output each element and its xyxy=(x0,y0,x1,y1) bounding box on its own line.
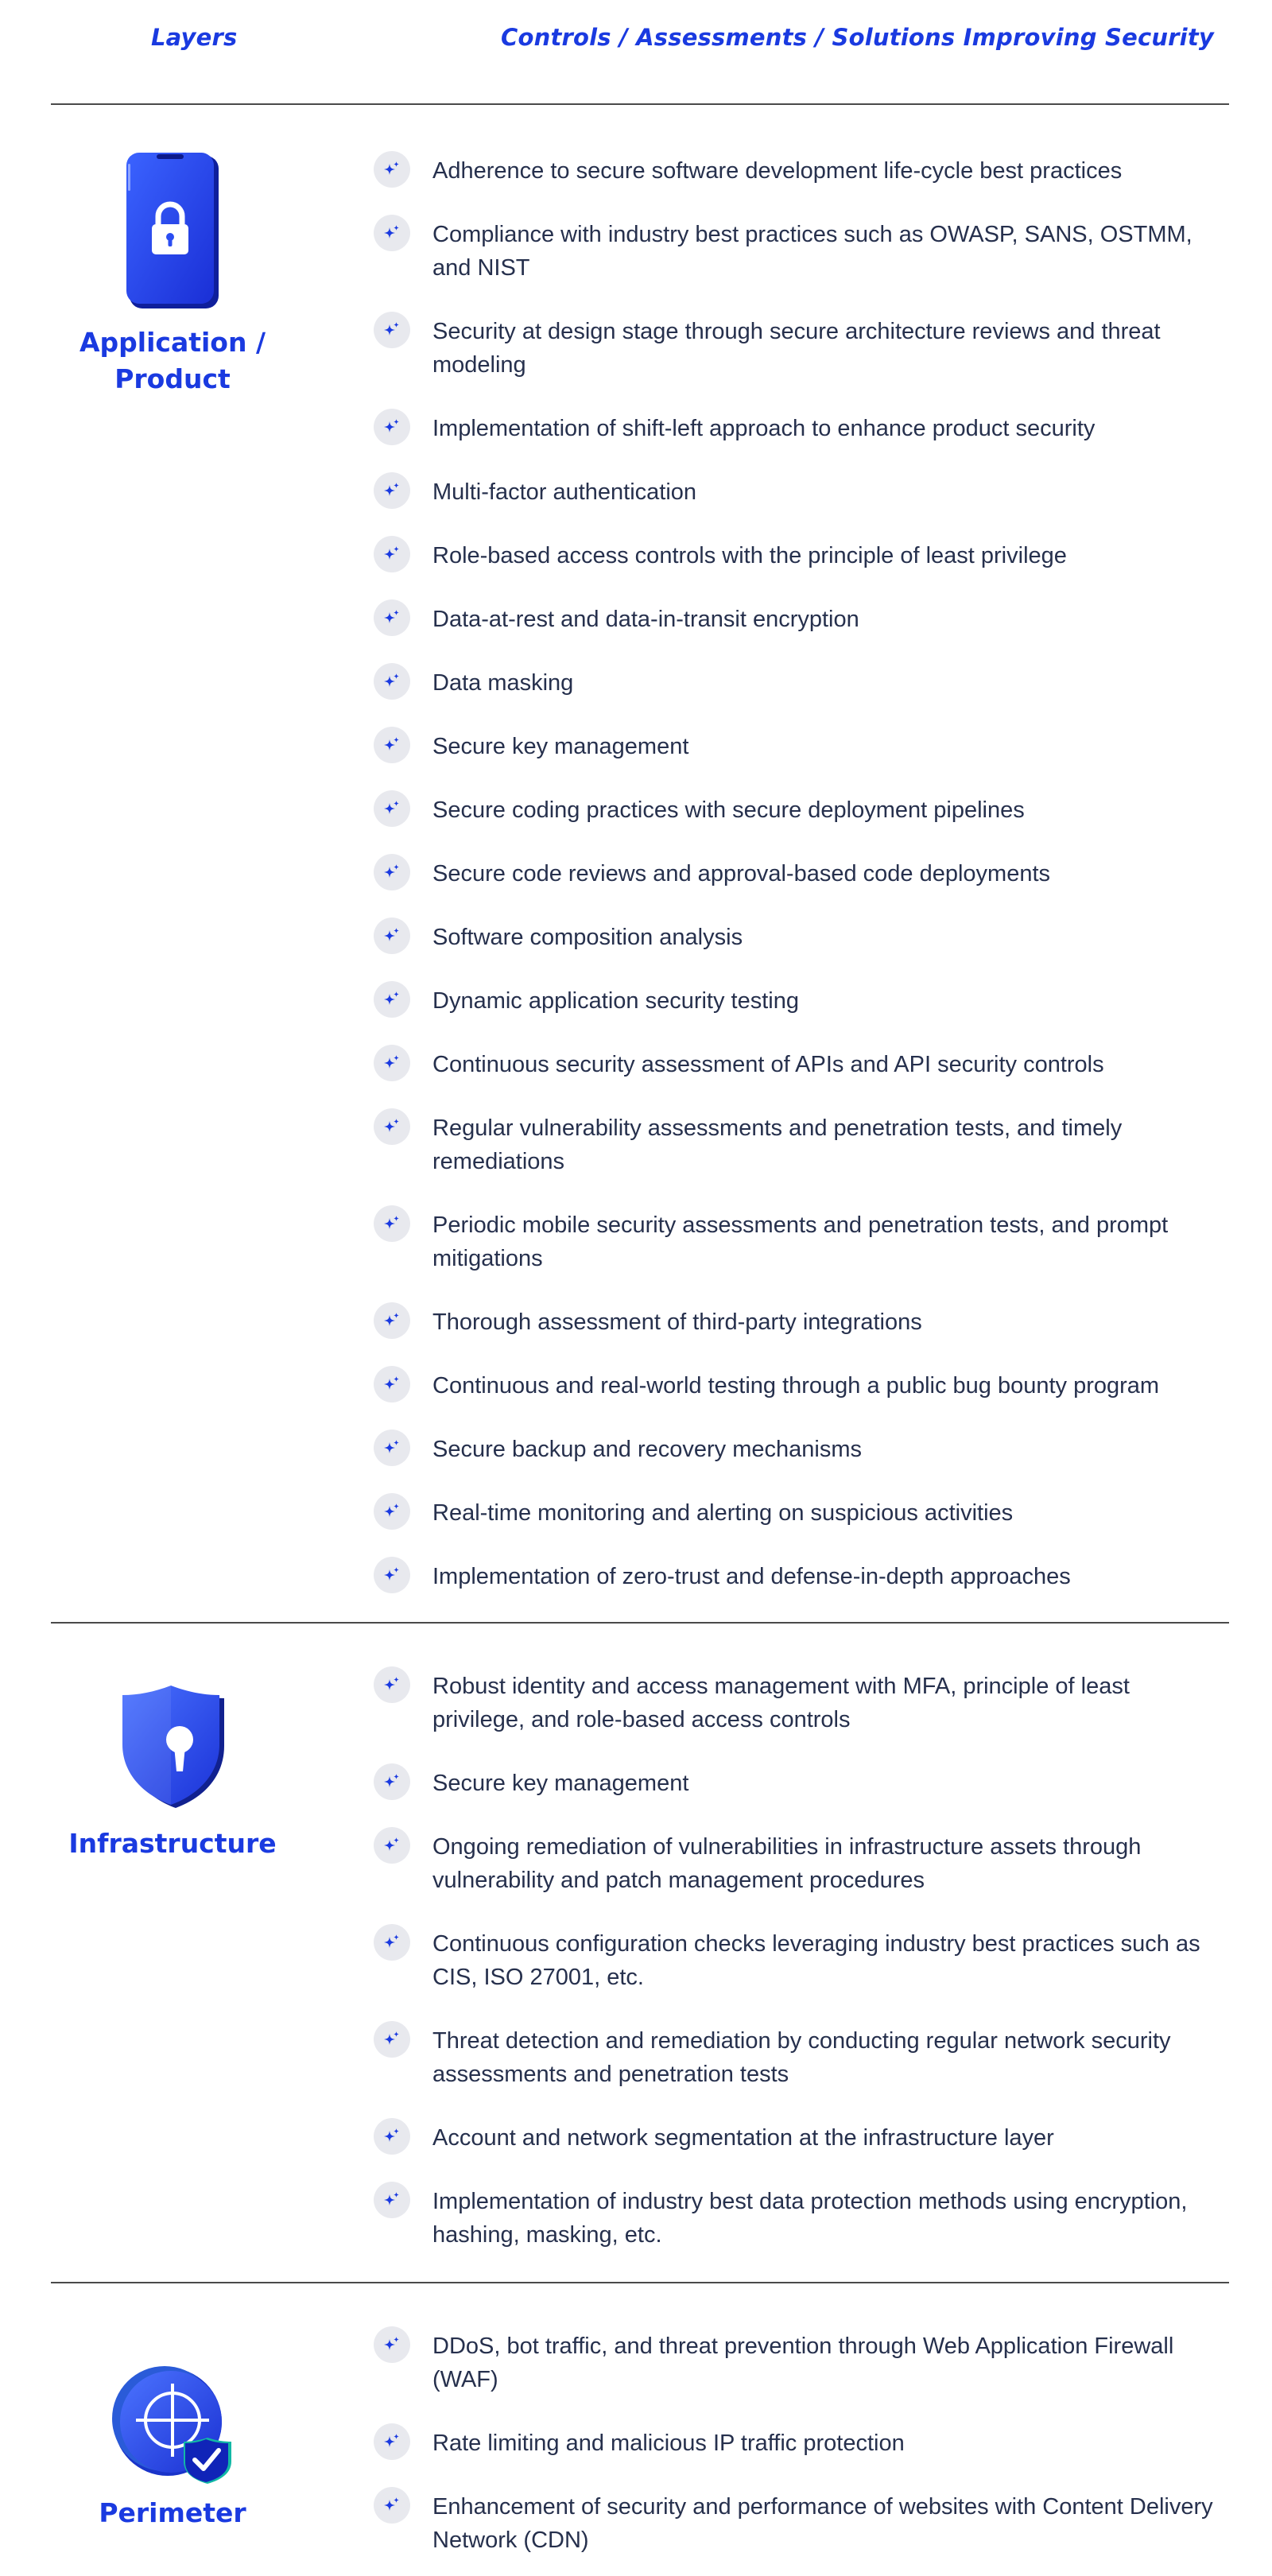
sparkle-icon xyxy=(374,1205,410,1242)
layer-title: Perimeter xyxy=(99,2497,246,2528)
sparkle-icon xyxy=(374,409,410,445)
sparkle-icon xyxy=(374,2118,410,2155)
list-item-text: Account and network segmentation at the infrastructure layer xyxy=(432,2125,1054,2151)
list-item-text: Continuous and real-world testing through a public bug bounty program xyxy=(432,1373,1160,1399)
sparkle-icon xyxy=(374,1366,410,1402)
table-header xyxy=(0,0,1272,103)
list-item xyxy=(374,666,1216,700)
list-item-text: Regular vulnerability assessments and penetration tests, and timely remediations xyxy=(432,1115,1123,1174)
list-item-text: Implementation of shift-left approach to enhance product security xyxy=(432,416,1096,441)
list-item xyxy=(374,1433,1216,1466)
sparkle-icon xyxy=(374,2021,410,2058)
list-item-text: Implementation of zero-trust and defense-in-depth approaches xyxy=(432,1564,1071,1589)
list-item xyxy=(374,730,1216,763)
list-item-text: Enhancement of security and performance of websites with Content Delivery Network (CDN) xyxy=(432,2494,1213,2553)
list-item xyxy=(374,1305,1216,1339)
sparkle-icon xyxy=(374,854,410,890)
layer-cell xyxy=(51,2366,294,2531)
list-item xyxy=(374,218,1216,285)
list-item-text: Secure coding practices with secure deployment pipelines xyxy=(432,797,1025,823)
list-item xyxy=(374,475,1216,509)
list-item-text: Threat detection and remediation by conducting regular network security assessments and penetration tests xyxy=(432,2028,1171,2087)
list-item-text: Compliance with industry best practices such as OWASP, SANS, OSTMM, and NIST xyxy=(432,222,1192,281)
section-divider xyxy=(51,1622,1229,1624)
list-item-text: Secure key management xyxy=(432,734,689,759)
list-item-text: DDoS, bot traffic, and threat prevention through Web Application Firewall (WAF) xyxy=(432,2334,1174,2392)
list-item-text: Continuous configuration checks leveraging industry best practices such as CIS, ISO 27001, etc. xyxy=(432,1931,1200,1990)
list-item-text: Robust identity and access management with MFA, principle of least privilege, and role-based access controls xyxy=(432,1674,1130,1732)
list-item xyxy=(374,1496,1216,1530)
list-item-text: Ongoing remediation of vulnerabilities in infrastructure assets through vulnerability and patch management procedures xyxy=(432,1834,1142,1893)
sparkle-icon xyxy=(374,918,410,954)
sparkle-icon xyxy=(374,1924,410,1961)
list-item-text: Adherence to secure software development life-cycle best practices xyxy=(432,158,1123,184)
layer-title-line2: Product xyxy=(114,363,231,394)
list-item xyxy=(374,2427,1216,2460)
list-item-text: Role-based access controls with the principle of least privilege xyxy=(432,543,1067,568)
list-item xyxy=(374,2121,1216,2155)
sparkle-icon xyxy=(374,1108,410,1145)
sparkle-icon xyxy=(374,312,410,348)
globe-crosshair-shield-icon xyxy=(109,2366,236,2485)
list-item xyxy=(374,539,1216,572)
list-item xyxy=(374,2330,1216,2396)
list-item xyxy=(374,1767,1216,1800)
list-item-text: Real-time monitoring and alerting on suspicious activities xyxy=(432,1500,1014,1526)
list-item xyxy=(374,1927,1216,1994)
list-item xyxy=(374,2490,1216,2557)
list-item xyxy=(374,1369,1216,1402)
list-item-text: Thorough assessment of third-party integrations xyxy=(432,1309,922,1335)
list-item xyxy=(374,2024,1216,2091)
list-item-text: Secure backup and recovery mechanisms xyxy=(432,1437,862,1462)
list-item xyxy=(374,315,1216,382)
list-item xyxy=(374,857,1216,890)
sparkle-icon xyxy=(374,2182,410,2218)
sparkle-icon xyxy=(374,2326,410,2363)
sparkle-icon xyxy=(374,1493,410,1530)
shield-keyhole-icon xyxy=(113,1682,232,1810)
list-item-text: Implementation of industry best data protection methods using encryption, hashing, masking, etc. xyxy=(432,2189,1188,2248)
controls-list xyxy=(374,2330,1216,2576)
list-item xyxy=(374,921,1216,954)
list-item-text: Data-at-rest and data-in-transit encryption xyxy=(432,607,859,632)
layers-column-heading: Layers xyxy=(151,24,238,51)
controls-list xyxy=(374,1670,1216,2282)
sparkle-icon xyxy=(374,1302,410,1339)
list-item-text: Periodic mobile security assessments and penetration tests, and prompt mitigations xyxy=(432,1212,1169,1271)
layer-cell xyxy=(51,1682,294,1862)
sparkle-icon xyxy=(374,1045,410,1081)
list-item xyxy=(374,603,1216,636)
layer-title xyxy=(51,324,294,398)
controls-column-heading: Controls / Assessments / Solutions Improving Security xyxy=(501,24,1214,51)
list-item xyxy=(374,1670,1216,1736)
list-item xyxy=(374,412,1216,445)
sparkle-icon xyxy=(374,536,410,572)
list-item xyxy=(374,2185,1216,2252)
sparkle-icon xyxy=(374,981,410,1018)
layer-title-line1: Application / xyxy=(79,327,266,358)
list-item xyxy=(374,793,1216,827)
sparkle-icon xyxy=(374,1666,410,1703)
sparkle-icon xyxy=(374,2423,410,2460)
controls-list xyxy=(374,154,1216,1624)
list-item xyxy=(374,1048,1216,1081)
sparkle-icon xyxy=(374,1763,410,1800)
sparkle-icon xyxy=(374,599,410,636)
list-item-text: Data masking xyxy=(432,670,574,696)
sparkle-icon xyxy=(374,790,410,827)
layer-cell xyxy=(51,153,294,398)
list-item-text: Software composition analysis xyxy=(432,925,743,950)
sparkle-icon xyxy=(374,1557,410,1593)
list-item-text: Security at design stage through secure architecture reviews and threat modeling xyxy=(432,319,1161,378)
list-item-text: Secure code reviews and approval-based code deployments xyxy=(432,861,1051,886)
sparkle-icon xyxy=(374,215,410,251)
list-item xyxy=(374,1560,1216,1593)
sparkle-icon xyxy=(374,151,410,188)
list-item-text: Secure key management xyxy=(432,1771,689,1796)
list-item xyxy=(374,984,1216,1018)
sparkle-icon xyxy=(374,2487,410,2524)
list-item xyxy=(374,1111,1216,1178)
list-item xyxy=(374,154,1216,188)
phone-lock-icon xyxy=(125,153,220,312)
list-item-text: Continuous security assessment of APIs and API security controls xyxy=(432,1052,1104,1077)
sparkle-icon xyxy=(374,727,410,763)
section-divider xyxy=(51,2282,1229,2283)
list-item xyxy=(374,1208,1216,1275)
sparkle-icon xyxy=(374,663,410,700)
sparkle-icon xyxy=(374,1430,410,1466)
list-item-text: Multi-factor authentication xyxy=(432,479,697,505)
list-item-text: Rate limiting and malicious IP traffic protection xyxy=(432,2431,905,2456)
list-item-text: Dynamic application security testing xyxy=(432,988,799,1014)
header-divider xyxy=(51,103,1229,105)
sparkle-icon xyxy=(374,1827,410,1864)
sparkle-icon xyxy=(374,472,410,509)
layer-title: Infrastructure xyxy=(68,1828,277,1859)
list-item xyxy=(374,1830,1216,1897)
